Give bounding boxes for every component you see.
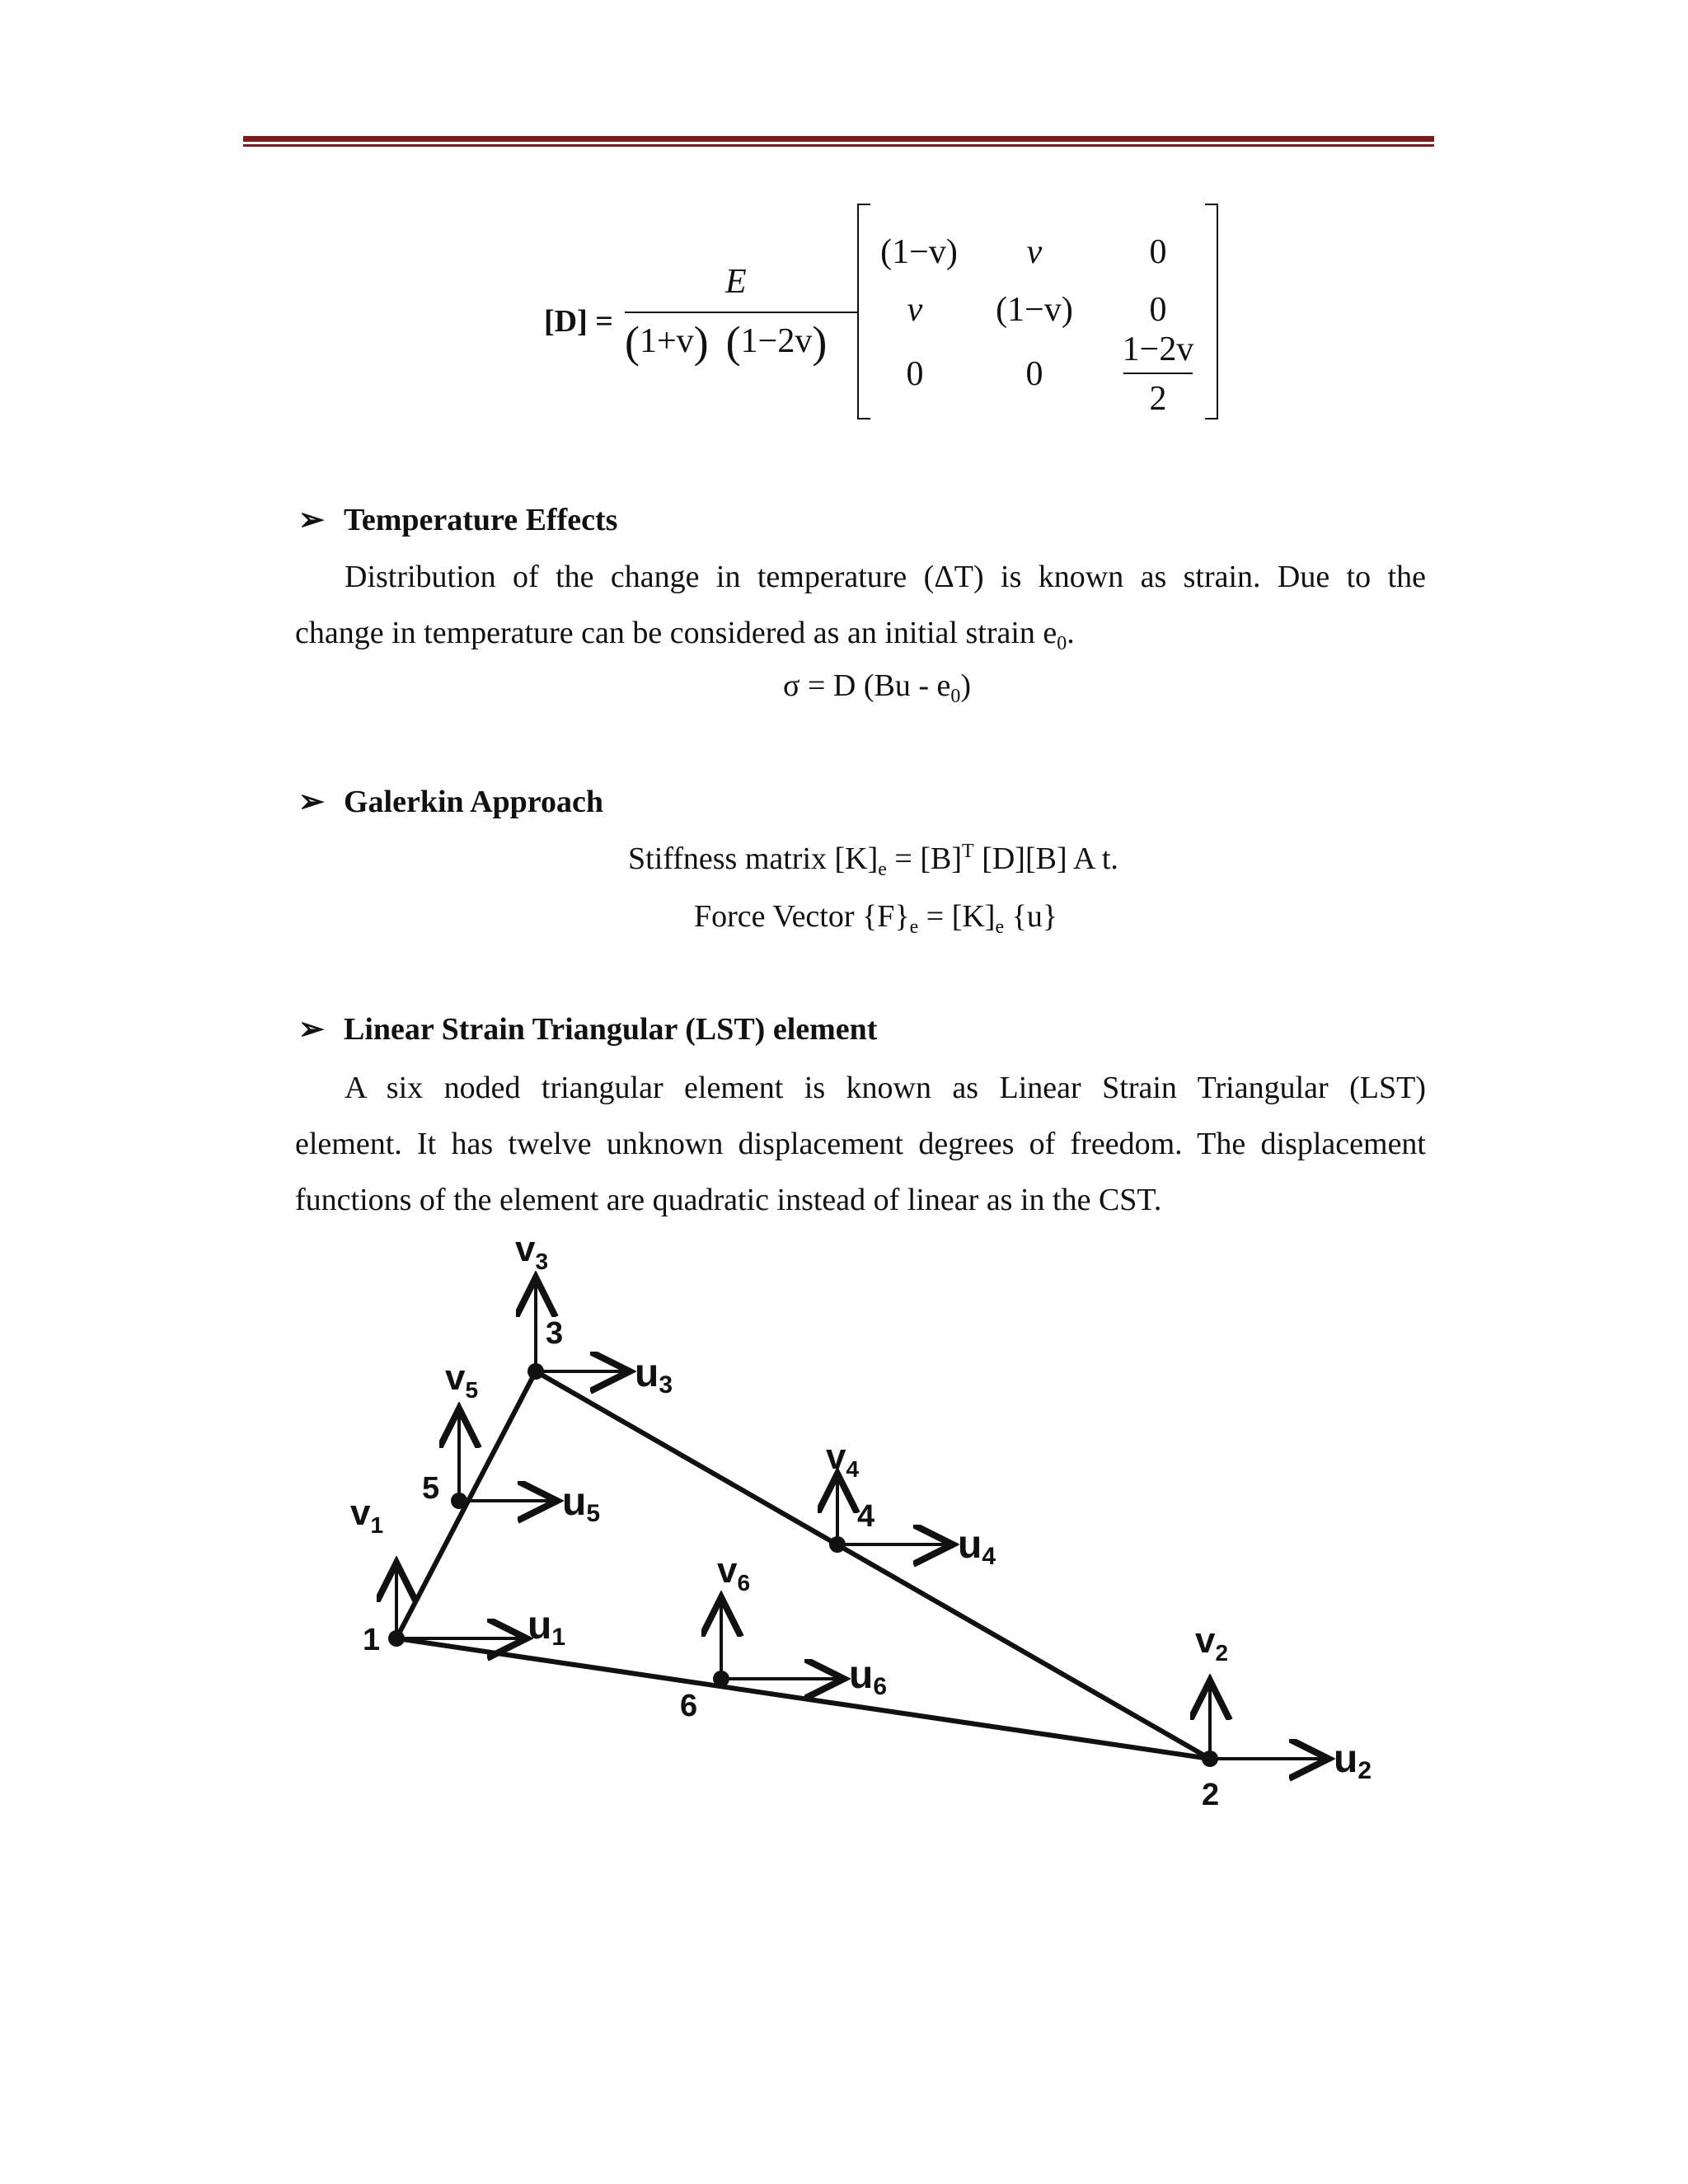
d-matrix-formula: [0, 0, 1688, 462]
matrix-bracket-right: [1205, 204, 1218, 419]
lst-element-diagram: [330, 1236, 1401, 1846]
triangle-edges: [396, 1371, 1210, 1759]
matrix-r1c2: v: [1026, 233, 1043, 271]
matrix-r2c3: 0: [1149, 291, 1167, 329]
equation-stress: σ = D $(Bu - e_0)$: [783, 668, 972, 707]
matrix-r3c3-den: 2: [1149, 380, 1167, 418]
denominator-a: 1+v: [639, 322, 694, 360]
node-label-1: 1: [363, 1623, 381, 1657]
equation-force: Force Vector $\{F\}_e = [K]_e$ {u}: [694, 899, 1058, 938]
matrix-r3c1: 0: [906, 355, 924, 393]
matrix-r3c2: 0: [1025, 355, 1043, 393]
fraction-denominator: (1+v) (1−2v): [625, 317, 828, 367]
edge-1-2: [396, 1638, 1210, 1759]
label-u4: u4: [958, 1523, 996, 1570]
matrix-r2c2: (1−v): [996, 291, 1073, 329]
label-u2: u2: [1334, 1737, 1372, 1784]
d-label: [D] =: [544, 304, 613, 339]
label-u5: u5: [562, 1480, 601, 1527]
label-u6: u6: [849, 1653, 888, 1700]
node-label-6: 6: [680, 1689, 698, 1723]
node-label-4: 4: [857, 1499, 875, 1534]
edge-3-2: [536, 1371, 1210, 1759]
label-v6: $v_6$: [717, 1550, 751, 1596]
equation-stiffness: Stiffness matrix $[K]_e = [B]^T$ [D][B] A t.: [628, 841, 1118, 880]
label-v3: $v_3$: [515, 1236, 549, 1274]
fraction-numerator: E: [725, 263, 747, 301]
node-label-5: 5: [422, 1471, 440, 1506]
para-lst: A six noded triangular element is known as Linear Strain Triangular (LST) element. It has twelve unknown displacement degrees of freedom. The displacement functions of the element are quadratic instead of linear as in the CST.: [295, 1071, 1426, 1217]
para-temperature: Distribution of the change in temperature (ΔT) is known as strain. Due to the change in temperature can be considered as an initial strain $e_0$.: [295, 560, 1426, 654]
label-u1: u1: [528, 1604, 566, 1651]
heading-lst: ➢ Linear Strain Triangular (LST) element: [298, 1012, 878, 1047]
bullet-arrow-icon: ➢: [298, 1012, 325, 1047]
label-v5: $v_5$: [445, 1357, 479, 1403]
matrix-r1c1: (1−v): [880, 233, 958, 271]
matrix-r3c3-num: 1−2v: [1122, 330, 1194, 368]
matrix-bracket-left: [857, 204, 870, 419]
heading-galerkin: ➢ Galerkin Approach: [298, 785, 603, 819]
node-label-3: 3: [546, 1316, 564, 1351]
matrix-r1c3: 0: [1149, 233, 1167, 271]
heading-temperature: ➢ Temperature Effects: [298, 503, 618, 537]
node-label-2: 2: [1202, 1778, 1220, 1812]
fraction-bar: [625, 312, 857, 313]
bullet-arrow-icon: ➢: [298, 785, 325, 819]
matrix-r2c1: v: [907, 291, 923, 329]
denominator-b: 1−2v: [740, 322, 813, 360]
label-v4: $v_4$: [826, 1436, 860, 1482]
label-v2: $v_2$: [1195, 1620, 1229, 1666]
label-v1: $v_1$: [350, 1493, 384, 1538]
matrix-r3c3: [1117, 330, 1199, 419]
bullet-arrow-icon: ➢: [298, 503, 325, 537]
label-u3: u3: [635, 1352, 673, 1399]
